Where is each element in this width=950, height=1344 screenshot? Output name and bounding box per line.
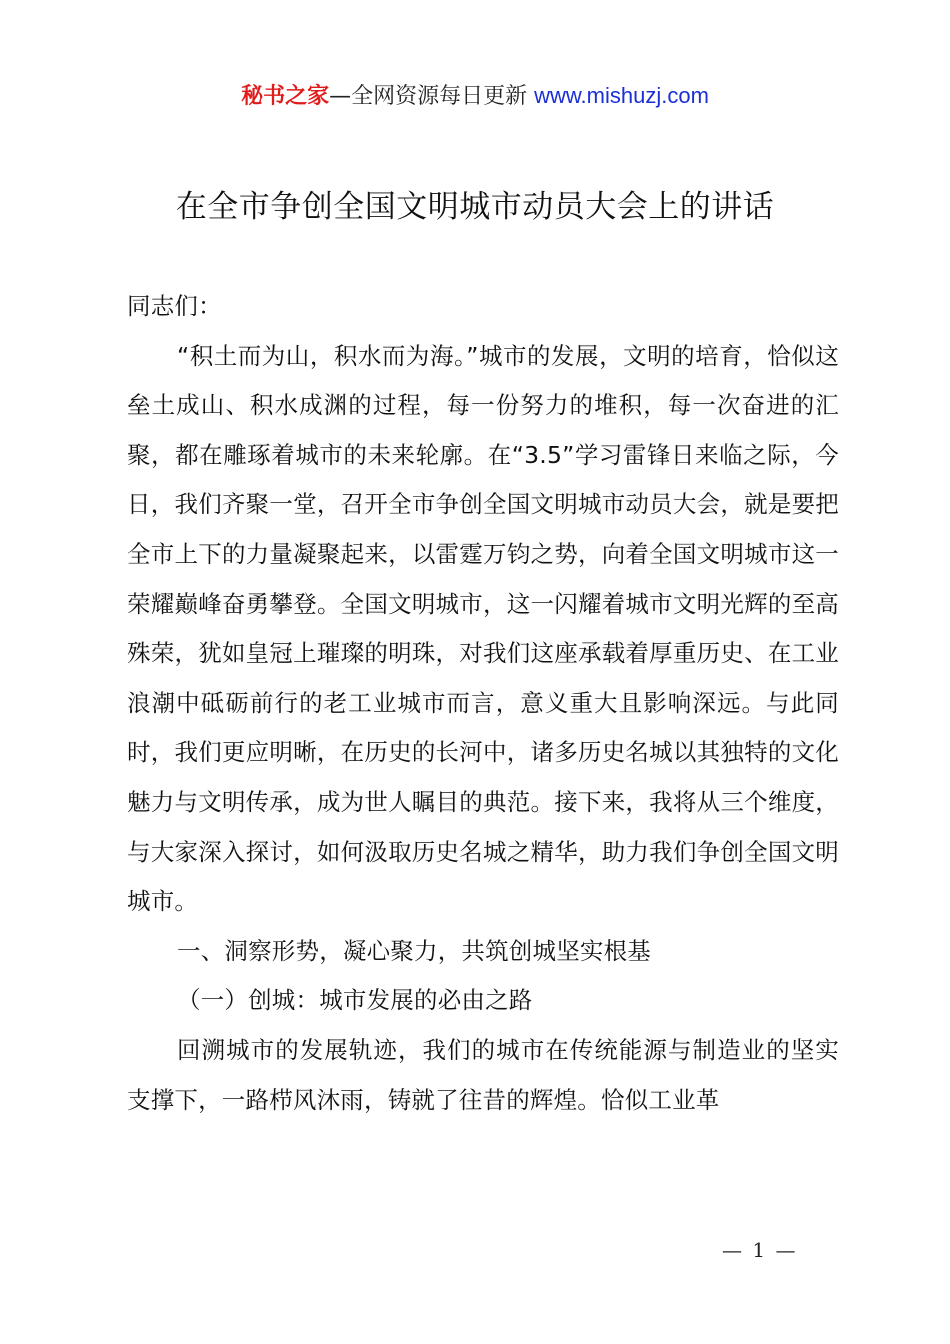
body-paragraph: “积土而为山，积水而为海。”城市的发展，文明的培育，恰似这垒土成山、积水成渊的过程，每一份努力的堆积，每一次奋进的汇聚，都在雕琢着城市的未来轮廓。在“3.5”学习雷锋日来临之际，今日，我们齐聚一堂，召开全市争创全国文明城市动员大会，就是要把全市上下的力量凝聚起来，以雷霆万钧之势，向着全国文明城市这一荣耀巅峰奋勇攀登。全国文明城市，这一闪耀着城市文明光辉的至高殊荣，犹如皇冠上璀璨的明珠，对我们这座承载着厚重历史、在工业浪潮中砥砺前行的老工业城市而言，意义重大且影响深远。与此同时，我们更应明晰，在历史的长河中，诸多历史名城以其独特的文化魅力与文明传承，成为世人瞩目的典范。接下来，我将从三个维度，与大家深入探讨，如何汲取历史名城之精华，助力我们争创全国文明城市。 [127,341,839,916]
subsection-heading: （一）创城：城市发展的必由之路 [177,986,533,1015]
page-number: — 1 — [722,1238,798,1262]
document-title: 在全市争创全国文明城市动员大会上的讲话 [175,189,775,225]
document-body [127,282,839,1125]
header-tagline: —全网资源每日更新 [329,84,535,109]
brand-name: 秘书之家 [241,84,330,109]
salutation: 同志们： [127,292,222,320]
site-header [0,80,950,113]
site-url-link[interactable]: www.mishuzj.com [534,83,709,108]
body-paragraph: 回溯城市的发展轨迹，我们的城市在传统能源与制造业的坚实支撑下，一路栉风沐雨，铸就了往昔的辉煌。恰似工业革 [127,1035,839,1114]
section-heading: 一、洞察形势，凝心聚力，共筑创城坚实根基 [177,936,651,965]
